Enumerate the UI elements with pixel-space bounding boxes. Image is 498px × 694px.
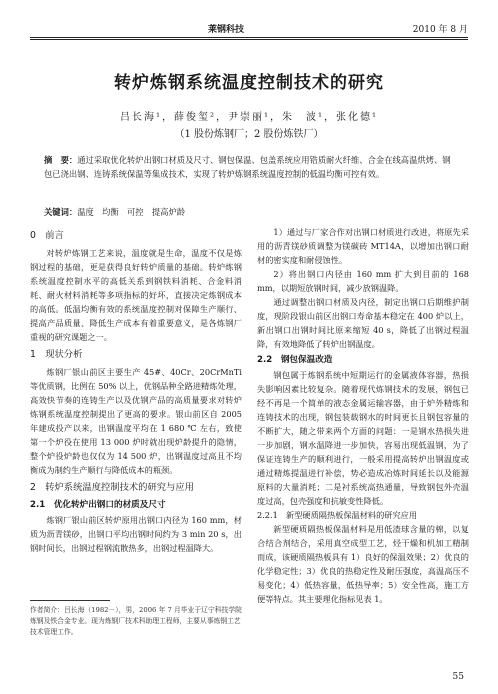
abstract-text: 通过采取优化转炉出钢口材质及尺寸、钢包保温、包盖系统应用锆质耐火纤维、合金在线高温烘烤、钢包已浇出钢、连铸系统保温等集成技术，实现了转炉炼钢系统温度控制的低温均衡可控有效。 (44, 155, 451, 179)
subsection-heading: 2.1 优化转炉出钢口的材质及尺寸 (30, 500, 166, 510)
subsection-heading: 2.2 钢包保温改造 (257, 355, 333, 365)
left-column (30, 225, 242, 555)
section-heading: 0 前言 (30, 230, 64, 241)
issue-date: 2010 年 8 月 (412, 25, 468, 35)
footnote-rule (30, 600, 110, 601)
header-rule-thin (30, 39, 468, 40)
paragraph: 炼钢厂银山前区主要生产 45#、40Cr、20CrMnTi 等优质钢，比例在 50% 以上，优钢品种全路进精炼处理，高效快节奏的连铸生产以及优钢产品的高质量要求对转炉炼钢系统温度控制提出了更高的要求。银山前区自 2005 年建成投产以来，出钢温度平均在 1 680 ℃ 左右，致使第一个炉役在使用 13 000 炉时就出现炉龄提升的隐情，整个炉役炉龄也仅仅为 14 500 炉，出钢温度过高且不均衡成为制约生产顺行与降低成本的瓶颈。 (30, 367, 242, 475)
page-number: 55 (452, 672, 464, 682)
paragraph: 炼钢厂银山前区转炉原用出钢口内径为 160 mm，材质为沥青镁砂，出钢口平均出钢时间约为 3 min 20 s，出钢时间长，出钢过程钢流散热多，出钢过程温降大。 (30, 515, 242, 553)
keywords-label: 关键词： (44, 207, 78, 217)
paragraph: 2）将出钢口内径由 160 mm 扩大到目前的 168 mm，以期短放钢时间，减少放钢温降。 (257, 269, 469, 293)
keywords-text: 温度 均衡 可控 提高炉龄 (77, 207, 186, 217)
paragraph: 对转炉炼钢工艺来说，温度就是生命，温度不仅是炼钢过程的基础，更是获得良好转炉质量的基础。转炉炼钢系统温度控制水平的高低关系到钢铁料消耗、合金料消耗、耐火材料消耗等多项指标的好坏，直接决定炼钢成本的高低。低温均衡有效的系统温度控制对保障生产顺行、提高产品质量、降低生产成本有着重要意义，是各炼钢厂重视的研究课题之一。 (30, 248, 242, 342)
paragraph: 1）通过与厂家合作对出钢口材质进行改进，将原先采用的沥青镁砂质调整为镁碳砖 MT14A，以增加出钢口耐材的密实度和耐侵蚀性。 (257, 227, 469, 265)
affiliations: （1 股份炼钢厂；2 股份炼铁厂） (174, 129, 324, 140)
running-header (30, 22, 468, 36)
right-column (257, 225, 469, 606)
section-heading: 1 现状分析 (30, 349, 83, 360)
keywords (44, 206, 454, 218)
author-footnote: 作者简介：吕长海（1982－），男，2006 年 7 月毕业于辽宁科技学院炼钢及铁合金专业。现为炼钢厂技术科助理工程师，主要从事炼钢工艺技术管理工作。 (30, 606, 242, 636)
paragraph: 新型硬质隔热板保温材料是用低渣球含量的棉，以复合结合剂结合，采用真空成型工艺，烃干燥和机加工精制而成，该硬质隔热板具有 1）良好的保温效果；2）优良的化学稳定性；3）优良的热稳定性及耐压强度，高温高压不易变化；4）低热容量，低热导率；5）安全性高，施工方便等特点。其主要理化指标见表 1。 (257, 524, 469, 604)
abstract (44, 154, 454, 181)
paragraph: 钢包属于炼钢系统中短期运行的金属液体容器，热损失影响因素比较复杂。随着现代炼钢技术的发展，钢包已经不再是一个简单的液态金属运输容器，由于炉外精炼和连铸技术的出现，钢包装载钢水的时间更长且钢包容量的不断扩大，随之带来两个方面的问题：一是钢水热损失进一步加剧，钢水温降进一步加快，容易出现低温钢，为了保证连铸生产的顺利进行，一般采用提高转炉出钢温度或通过精炼提温进行补偿，势必造成冶炼时间延长以及能源原料的大量消耗；二是衬系统高热通量，导致钢包外壳温度过高，包壳强度和抗敏变性降低。 (257, 370, 469, 506)
section-heading: 2 转炉系统温度控制技术的研究与应用 (30, 482, 194, 493)
header-rule (30, 37, 468, 38)
article-title: 转炉炼钢系统温度控制技术的研究 (114, 73, 384, 93)
paragraph: 通过调整出钢口材质及内径，制定出钢口后期维护制度，现阶段银山前区出钢口寿命基本稳定在 400 炉以上，新出钢口出钢时间比原来缩短 40 s，降低了出钢过程温降，有效地降低了转炉出钢温度。 (257, 297, 469, 349)
journal-name: 莱钢科技 (208, 25, 245, 35)
abstract-label: 摘 要： (44, 155, 78, 165)
subsubsection-heading: 2.2.1 新型硬质隔热板保温材料的研究应用 (257, 510, 418, 520)
author-list: 吕长海¹，薛俊玺²，尹崇丽¹，朱 波¹，张化德¹ (119, 112, 379, 123)
